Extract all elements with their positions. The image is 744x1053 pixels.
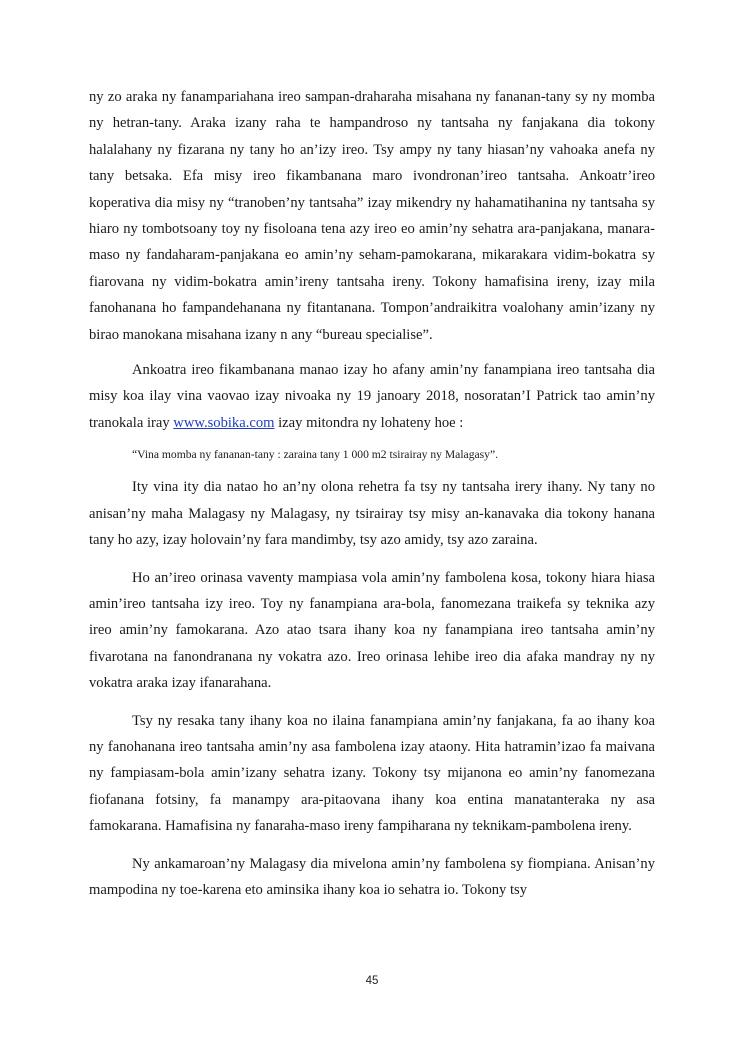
paragraph-land-tenure: ny zo araka ny fanampariahana ireo sampan-draharaha misahana ny fananan-tany sy ny momba ny hetran-tany. Araka izany raha te hampandroso ny tantsaha ny fanjakana dia tokony halalahany ny fizarana ny tany ho an’izy ireo. Tsy ampy ny tany hiasan’ny vahoaka anefa ny tany betsaka. Efa misy ireo fikambanana maro ivondronan’ireo tantsaha. Ankoatr’ireo koperativa dia misy ny “tranoben’ny tantsaha” izay mikendry ny hahamatihanina ny tantsaha sy hiaro ny tombotsoany toy ny fisoloana tena azy ireo eo amin’ny sehatra ara-panjakana, manara-maso ny fandaharam-panjakana eo amin’ny seham-pamokarana, mikarakara vidim-bokatra sy fiarovana ny vidim-bokatra amin’ireny tantsaha ireny. Tokony hamafisina ireny, izay mila fanohanana ho fampandehanana ny fitantanana. Tompon’andraikitra voalohany amin’izany ny birao manokana misahana izany n any “bureau specialise”. <box>89 89 655 343</box>
document-body <box>89 84 655 903</box>
paragraph-large-companies: Ho an’ireo orinasa vaventy mampiasa vola amin’ny fambolena kosa, tokony hiara hiasa amin’ireo tantsaha izy ireo. Toy ny fanampiana ara-bola, fanomezana traikefa sy teknika azy ireo amin’ny famokarana. Azo atao tsara ihany koa ny fanampiana ireo tantsaha amin’ny fivarotana na fanondranana ny vokatra azo. Ireo orinasa lehibe ireo dia afaka mandray ny ny vokatra araka izay ifanarahana. <box>89 569 655 692</box>
paragraph-agriculture-livelihood: Ny ankamaroan’ny Malagasy dia mivelona amin’ny fambolena sy fiompiana. Anisan’ny mampodina ny toe-karena eto aminsika ihany koa io sehatra io. Tokony tsy <box>89 855 655 898</box>
paragraph-associations <box>89 357 655 436</box>
quoted-vision-title: “Vina momba ny fananan-tany : zaraina tany 1 000 m2 tsirairay ny Malagasy”. <box>132 448 498 462</box>
paragraph-vision-for-all: Ity vina ity dia natao ho an’ny olona rehetra fa tsy ny tantsaha irery ihany. Ny tany no anisan’ny maha Malagasy ny Malagasy, ny tsirairay tsy misy an-kanavaka dia tokony hanana tany ho azy, izay holovain’ny fara mandimby, tsy azo amidy, tsy azo zaraina. <box>89 479 655 549</box>
sobika-website-link[interactable]: www.sobika.com <box>173 414 275 431</box>
paragraph-associations-text: Ankoatra ireo fikambanana manao izay ho afany amin’ny fanampiana ireo tantsaha dia misy koa ilay vina vaovao izay nivoaka ny 19 janoary 2018, nosoratan’I Patrick tao amin’ny tranokala iray <box>89 362 655 431</box>
page-number: 45 <box>365 975 379 987</box>
paragraph-associations-tail: izay mitondra ny lohateny hoe : <box>274 414 464 431</box>
paragraph-state-support: Tsy ny resaka tany ihany koa no ilaina fanampiana amin’ny fanjakana, fa ao ihany koa ny fanohanana ireo tantsaha amin’ny asa fambolena izay ataony. Hita hatramin’izao fa maivana ny fampiasam-bola amin’izany sehatra izany. Tokony tsy mijanona eo amin’ny fanomezana fiofanana fotsiny, fa manampy ara-pitaovana ihany koa entina manatanteraka ny asa famokarana. Hamafisina ny fanaraha-maso ireny fampiharana ny teknikam-pambolena ireny. <box>89 712 655 835</box>
